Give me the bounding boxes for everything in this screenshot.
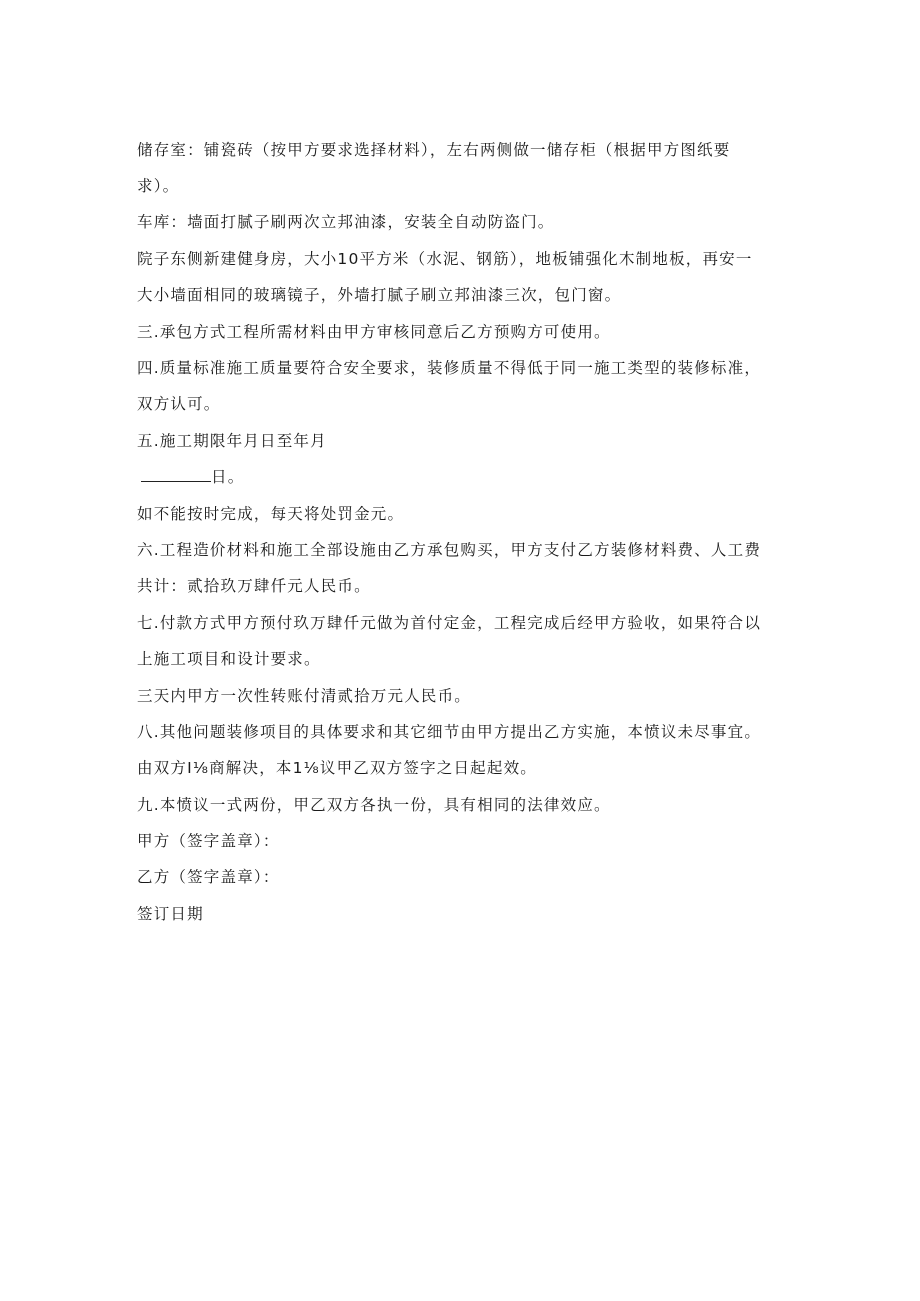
text-line-section-7-cont: 上施工项目和设计要求。 [137,650,321,668]
text-line-garage: 车库：墙面打腻子刷两次立邦油漆，安装全自动防盗门。 [137,213,555,231]
blank-underline [141,467,211,482]
text-line-section-8-cont: 由双方I⅛商解决，本1⅛议甲乙双方签字之日起起效。 [137,759,537,777]
text-line-section-3: 三.承包方式工程所需材料由甲方审核同意后乙方预购方可使用。 [137,323,611,341]
text-line-section-6-cont: 共计：贰拾玖万肆仟元人民币。 [137,577,371,595]
text-line-section-8: 八.其他问题装修项目的具体要求和其它细节由甲方提出乙方实施，本愤议未尽事宜。 [137,723,762,741]
text-line-gym-cont: 大小墙面相同的玻璃镜子，外墙打腻子刷立邦油漆三次，包门窗。 [137,286,622,304]
signature-party-b: 乙方（签字盖章）： [137,868,280,886]
text-line-section-6: 六.工程造价材料和施工全部设施由乙方承包购买，甲方支付乙方装修材料费、人工费 [137,541,762,559]
text-line-penalty: 如不能按时完成，每天将处罚金元。 [137,505,405,523]
text-line-section-7: 七.付款方式甲方预付玖万肆仟元做为首付定金，工程完成后经甲方验收，如果符合以 [137,614,762,632]
text-line-gym: 院子东侧新建健身房，大小10平方米（水泥、钢筋），地板铺强化木制地板，再安一 [137,250,753,268]
text-line-storage-room-cont: 求）。 [137,177,180,195]
text-line-section-9: 九.本愤议一式两份，甲乙双方各执一份，具有相同的法律效应。 [137,796,611,814]
text-line-storage-room: 储存室：铺瓷砖（按甲方要求选择材料），左右两侧做一储存柜（根据甲方图纸要 [137,141,731,159]
signature-party-a: 甲方（签字盖章）： [137,832,280,850]
day-text: 日。 [211,468,245,486]
text-line-section-4-cont: 双方认可。 [137,395,221,413]
text-line-section-4: 四.质量标准施工质量要符合安全要求，装修质量不得低于同一施工类型的装修标准， [137,359,762,377]
text-line-section-5: 五.施工期限年月日至年月 [137,432,327,450]
text-line-section-5-date [137,467,244,487]
text-line-section-7-payment: 三天内甲方一次性转账付清贰拾万元人民币。 [137,687,472,705]
signing-date: 签订日期 [137,905,204,923]
